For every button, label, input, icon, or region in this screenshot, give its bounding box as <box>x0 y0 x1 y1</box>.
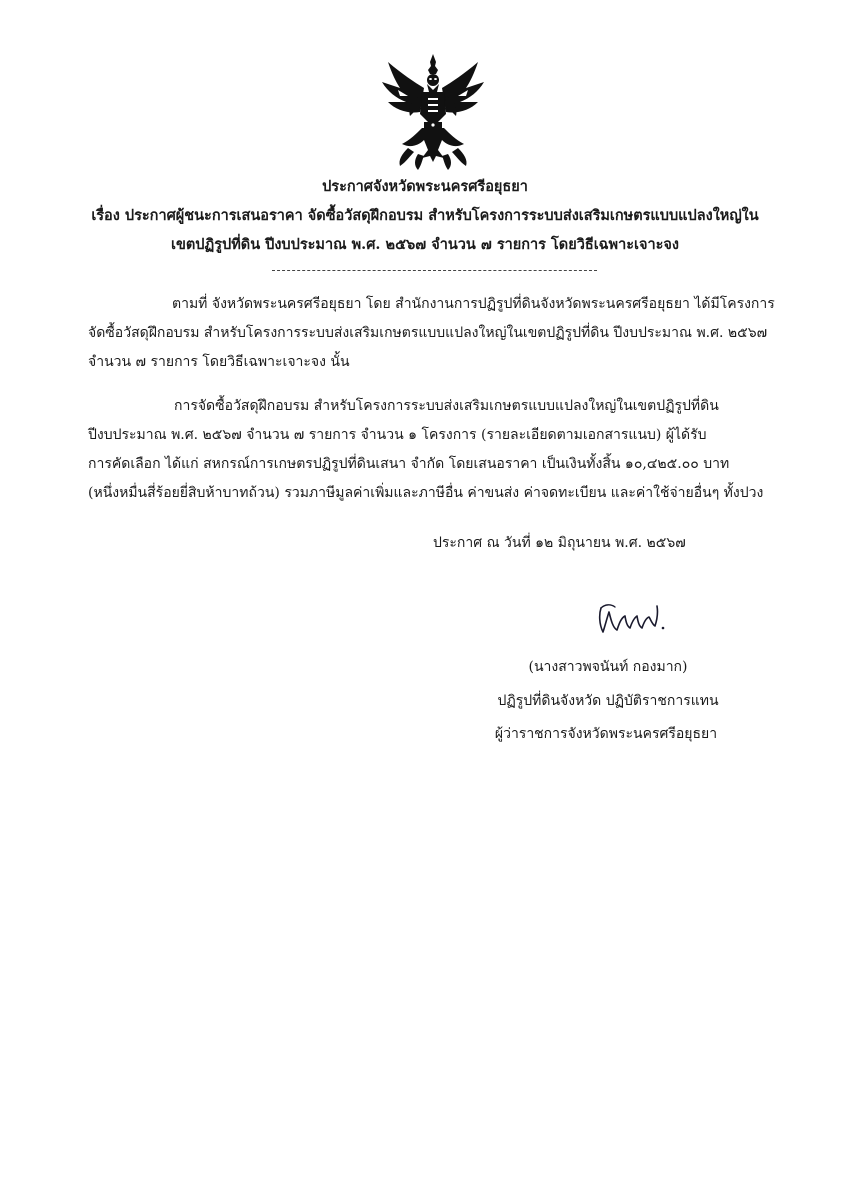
paragraph-award <box>88 392 778 508</box>
paragraph-line: ปีงบประมาณ พ.ศ. ๒๕๖๗ จำนวน ๗ รายการ จำนวน ๑ โครงการ (รายละเอียดตามเอกสารแนบ) ผู้ได้รับ <box>88 427 707 443</box>
signer-name: (นางสาวพจนันท์ กองมาก) <box>528 659 688 675</box>
announcement-subject-line-2: เขตปฏิรูปที่ดิน ปีงบประมาณ พ.ศ. ๒๕๖๗ จำนวน ๗ รายการ โดยวิธีเฉพาะเจาะจง <box>171 236 679 253</box>
paragraph-line: (หนึ่งหมื่นสี่ร้อยยี่สิบห้าบาทถ้วน) รวมภาษีมูลค่าเพิ่มและภาษีอื่น ค่าขนส่ง ค่าจดทะเบียน และค่าใช้จ่ายอื่นๆ ทั้งปวง <box>88 485 764 501</box>
paragraph-line: จำนวน ๗ รายการ โดยวิธีเฉพาะเจาะจง นั้น <box>88 354 350 370</box>
heading-divider <box>272 270 597 271</box>
announcement-date: ประกาศ ณ วันที่ ๑๒ มิถุนายน พ.ศ. ๒๕๖๗ <box>433 535 686 551</box>
announcement-subject-line-1: เรื่อง ประกาศผู้ชนะการเสนอราคา จัดซื้อวัสดุฝึกอบรม สำหรับโครงการระบบส่งเสริมเกษตรแบบแปลงใหญ่ใน <box>91 207 759 224</box>
announcement-title: ประกาศจังหวัดพระนครศรีอยุธยา <box>322 178 528 195</box>
paragraph-line: จัดซื้อวัสดุฝึกอบรม สำหรับโครงการระบบส่งเสริมเกษตรแบบแปลงใหญ่ในเขตปฏิรูปที่ดิน ปีงบประมาณ พ.ศ. ๒๕๖๗ <box>88 325 768 341</box>
handwritten-signature <box>595 598 667 638</box>
garuda-emblem-icon <box>378 52 488 170</box>
paragraph-line: การคัดเลือก ได้แก่ สหกรณ์การเกษตรปฏิรูปที่ดินเสนา จำกัด โดยเสนอราคา เป็นเงินทั้งสิ้น ๑๐,๔๒๕.๐๐ บาท <box>88 456 730 472</box>
paragraph-line: ตามที่ จังหวัดพระนครศรีอยุธยา โดย สำนักงานการปฏิรูปที่ดินจังหวัดพระนครศรีอยุธยา ได้มีโครงการ <box>172 296 775 312</box>
paragraph-background <box>88 290 778 377</box>
signer-office: ผู้ว่าราชการจังหวัดพระนครศรีอยุธยา <box>494 726 718 742</box>
paragraph-line: การจัดซื้อวัสดุฝึกอบรม สำหรับโครงการระบบส่งเสริมเกษตรแบบแปลงใหญ่ในเขตปฏิรูปที่ดิน <box>174 398 719 414</box>
signer-position: ปฏิรูปที่ดินจังหวัด ปฏิบัติราชการแทน <box>497 693 719 709</box>
